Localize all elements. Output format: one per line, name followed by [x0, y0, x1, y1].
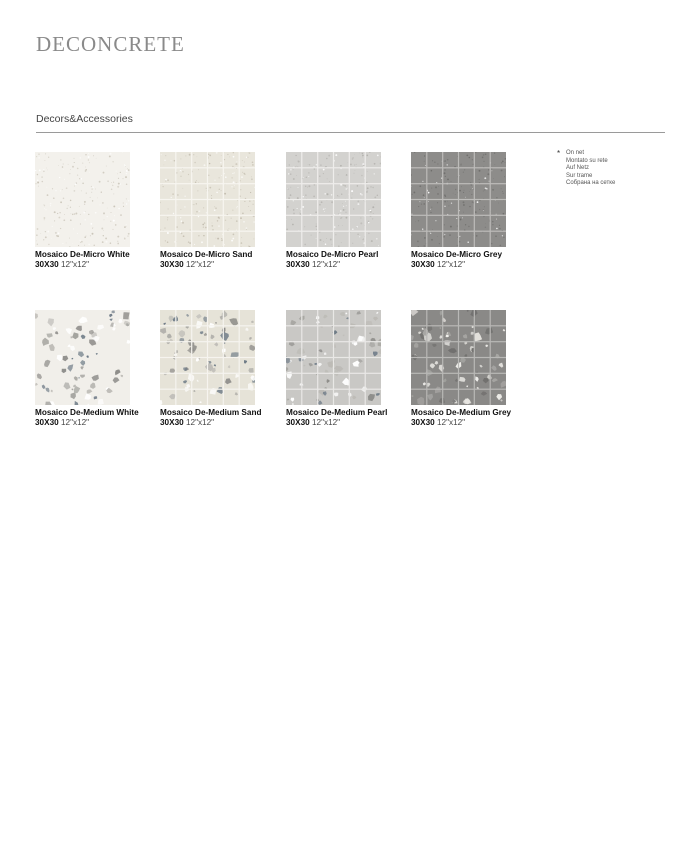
tile-swatch: [286, 152, 381, 247]
tile-swatch: [411, 310, 506, 405]
product-caption: [286, 408, 387, 428]
product-size: 30X30: [160, 418, 184, 427]
mosaic-texture: [160, 152, 255, 247]
product-size-inch: 12"x12": [185, 418, 215, 427]
tile-swatch: [35, 152, 130, 247]
product-name: Mosaico De-Micro White: [35, 250, 130, 259]
product-name: Mosaico De-Micro Sand: [160, 250, 253, 259]
section-title: Decors&Accessories: [36, 113, 133, 125]
product-name: Mosaico De-Medium White: [35, 408, 139, 417]
product-size-inch: 12"x12": [436, 418, 466, 427]
mosaic-texture: [160, 310, 255, 405]
brand-title: DECONCRETE: [36, 32, 185, 56]
product-caption: [35, 408, 139, 428]
product-size: 30X30: [286, 260, 310, 269]
legend-line-en: On net: [566, 150, 585, 156]
product-size-inch: 12"x12": [436, 260, 466, 269]
legend-line-de: Auf Netz: [566, 165, 590, 172]
product-name: Mosaico De-Medium Grey: [411, 408, 512, 417]
tile-swatch: [160, 152, 255, 247]
product-size: 30X30: [411, 260, 435, 269]
product-size: 30X30: [411, 418, 435, 427]
product-size: 30X30: [160, 260, 184, 269]
section-divider: [36, 132, 665, 133]
mosaic-texture: [411, 310, 506, 405]
product-name: Mosaico De-Micro Pearl: [286, 250, 379, 259]
product-name: Mosaico De-Medium Sand: [160, 408, 262, 417]
product-size: 30X30: [35, 418, 59, 427]
product-size-inch: 12"x12": [185, 260, 215, 269]
product-name: Mosaico De-Medium Pearl: [286, 408, 388, 417]
product-caption: [411, 250, 502, 270]
tile-swatch: [286, 310, 381, 405]
product-size: 30X30: [35, 260, 59, 269]
tile-swatch: [411, 152, 506, 247]
product-size-inch: 12"x12": [60, 260, 90, 269]
product-caption: [286, 250, 378, 270]
legend-line-ru: Собрана на сетке: [566, 180, 616, 187]
legend-bullet: *: [557, 149, 561, 158]
tile-swatch: [35, 310, 130, 405]
legend-line-it: Montato su rete: [566, 157, 608, 164]
product-size: 30X30: [286, 418, 310, 427]
mosaic-texture: [35, 152, 130, 247]
mosaic-texture: [411, 152, 506, 247]
tile-swatch: [160, 310, 255, 405]
product-caption: [35, 250, 130, 270]
product-size-inch: 12"x12": [311, 260, 341, 269]
product-size-inch: 12"x12": [60, 418, 90, 427]
product-caption: [411, 408, 511, 428]
mosaic-texture: [286, 310, 381, 405]
legend-line-fr: Sur trame: [566, 172, 593, 179]
legend: [557, 150, 615, 188]
product-caption: [160, 250, 252, 270]
product-name: Mosaico De-Micro Grey: [411, 250, 502, 259]
mosaic-texture: [35, 310, 130, 405]
product-caption: [160, 408, 261, 428]
mosaic-texture: [286, 152, 381, 247]
product-size-inch: 12"x12": [311, 418, 341, 427]
